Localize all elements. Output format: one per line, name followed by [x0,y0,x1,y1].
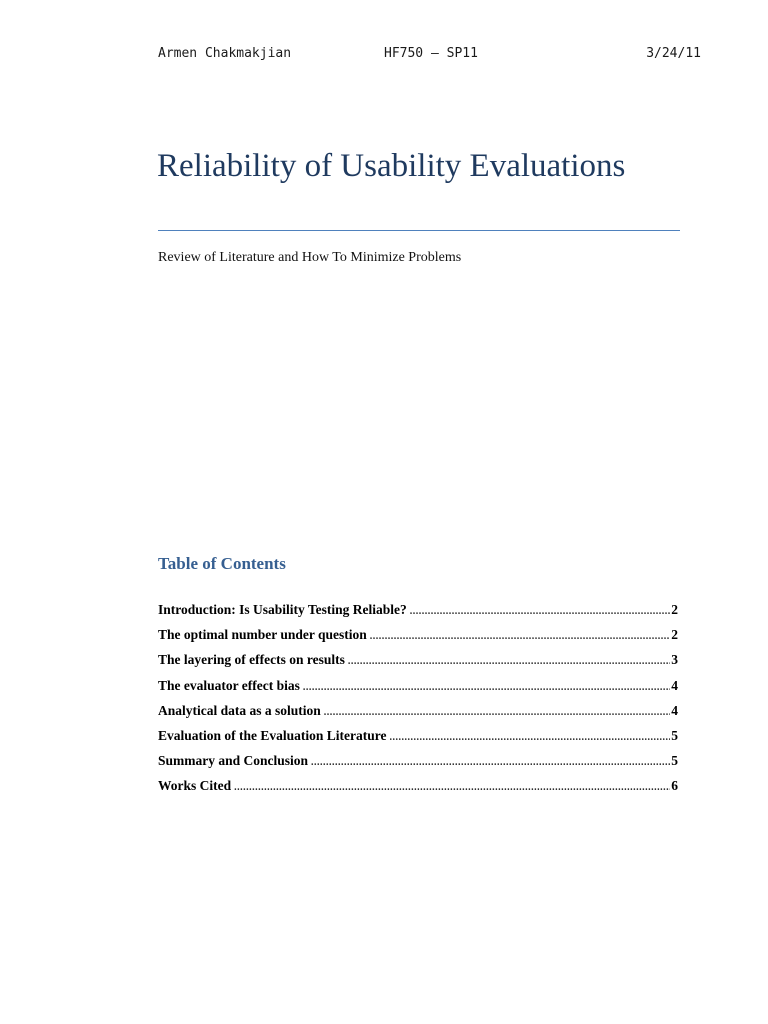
toc-entry[interactable] [158,753,678,778]
title-divider [158,230,680,231]
toc-entry[interactable] [158,678,678,703]
toc-entry-label: Evaluation of the Evaluation Literature [158,727,387,743]
toc-entry-label: The optimal number under question [158,627,367,643]
toc-dot-leader [410,606,670,617]
toc-entry-page: 5 [671,753,678,769]
toc-dot-leader [370,631,670,642]
toc-entry-page: 3 [671,652,678,668]
toc-entry[interactable] [158,778,678,803]
toc-dot-leader [234,782,670,793]
toc-entry-label: Introduction: Is Usability Testing Reliable? [158,602,407,617]
toc-entry-label: Summary and Conclusion [158,753,309,769]
toc-entry[interactable] [158,627,678,652]
header-course: HF750 – SP11 [384,46,478,61]
toc-entry[interactable] [158,703,678,728]
toc-dot-leader [324,707,670,718]
toc-dot-leader [390,732,671,743]
page-header [158,46,701,64]
toc-entry-label: Analytical data as a solution [158,702,321,718]
header-author: Armen Chakmakjian [158,46,292,61]
toc-entry[interactable] [158,602,678,627]
toc-entry-page: 4 [671,677,678,693]
toc-entry-page: 5 [671,727,678,743]
toc-dot-leader [311,757,670,768]
table-of-contents [158,602,678,804]
toc-dot-leader [303,682,670,693]
document-subtitle: Review of Literature and How To Minimize Problems [158,250,462,265]
toc-entry-page: 6 [671,778,678,794]
toc-entry-label: Works Cited [158,778,232,794]
header-date: 3/24/11 [646,46,701,61]
toc-heading: Table of Contents [158,554,286,573]
toc-entry-label: The evaluator effect bias [158,677,300,693]
toc-entry-page: 2 [671,627,678,643]
toc-entry-page: 4 [671,702,678,718]
toc-dot-leader [348,656,670,667]
toc-entry-label: The layering of effects on results [158,652,345,668]
toc-entry[interactable] [158,728,678,753]
document-title: Reliability of Usability Evaluations [157,148,626,184]
toc-entry[interactable] [158,652,678,677]
toc-entry-page: 2 [671,602,678,617]
